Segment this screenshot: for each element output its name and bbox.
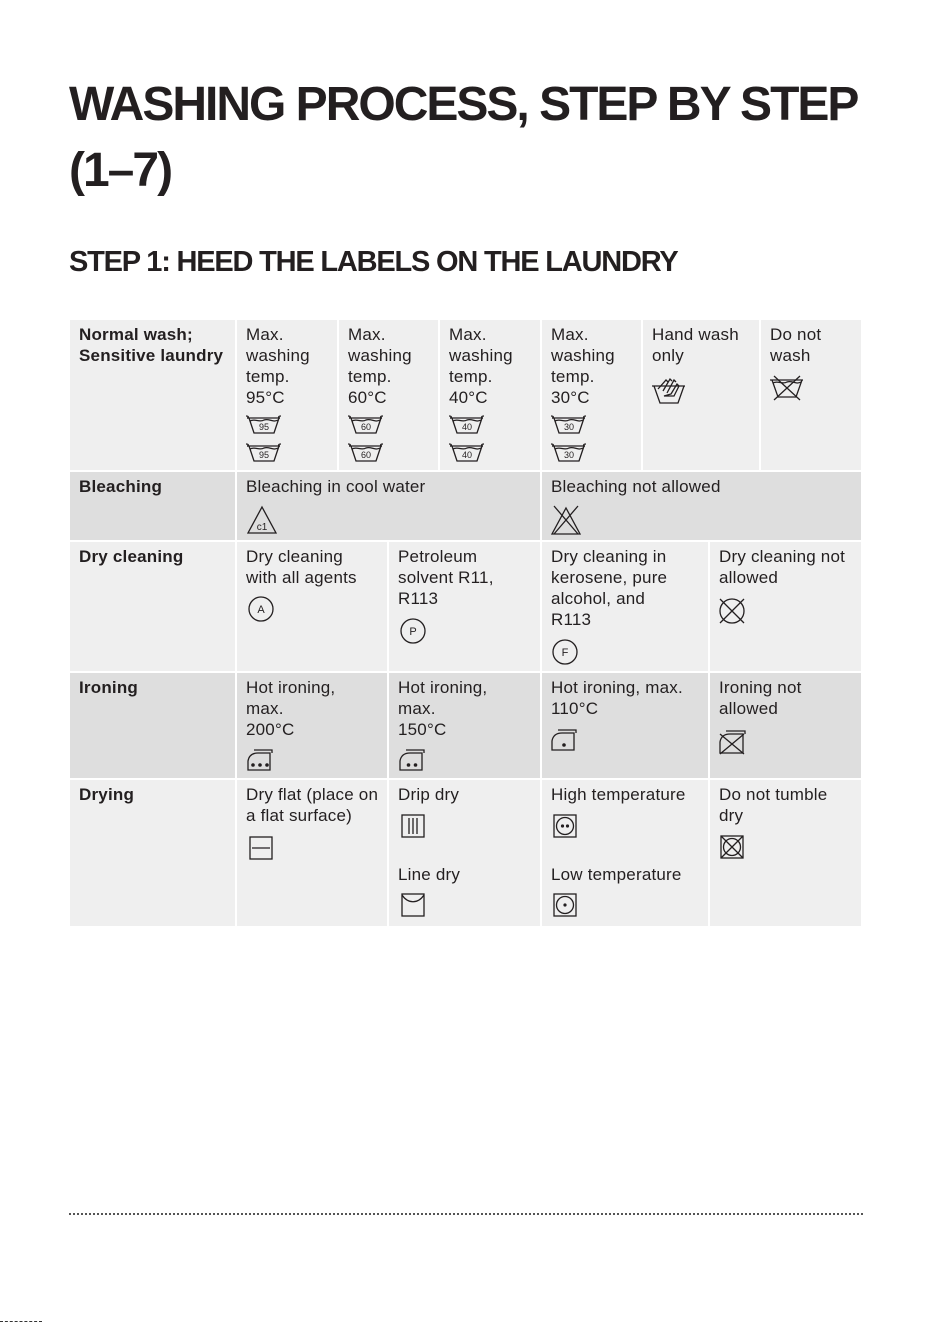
svg-text:30: 30 (563, 422, 575, 432)
bleach-cell-1-label: Bleaching in cool water (246, 477, 426, 496)
svg-text:40: 40 (461, 422, 473, 432)
row-header-ironing (70, 673, 235, 778)
wash-60-icon (347, 414, 385, 441)
wash-cell-2-label: Max. washing temp. 60°C (348, 325, 412, 407)
hand-wash-icon (650, 374, 688, 411)
dryclean-cell-1-label: Dry cleaning with all agents (246, 547, 357, 587)
wash-30-icon (550, 414, 588, 441)
line-dry-icon (400, 892, 426, 923)
wash-cell-1-label: Max. washing temp. 95°C (246, 325, 310, 407)
iron-cell-2-label: Hot ironing, max. 150°C (398, 678, 488, 739)
bleach-cell-2 (542, 472, 861, 540)
bleach-cell-2-label: Bleaching not allowed (551, 477, 721, 496)
row-header-bleaching (70, 472, 235, 540)
row-header-dry-cleaning-label: Dry cleaning (79, 547, 184, 566)
line-dry-label: Line dry (398, 865, 461, 884)
bleach-cell-1 (237, 472, 540, 540)
no-dry-clean-icon (717, 596, 747, 631)
wash-40-icon (448, 414, 486, 441)
row-header-ironing-label: Ironing (79, 678, 138, 697)
drip-dry-icon (400, 813, 426, 844)
svg-text:30: 30 (563, 450, 575, 460)
tumble-low-icon (552, 892, 578, 923)
svg-text:c1: c1 (256, 522, 268, 533)
no-iron-icon (717, 728, 747, 761)
wash-cell-4-label: Max. washing temp. 30°C (551, 325, 615, 407)
section-heading: STEP 1: HEED THE LABELS ON THE LAUNDRY (69, 246, 678, 278)
row-header-washing-label: Normal wash; Sensitive laundry (79, 325, 224, 365)
iron-cell-3-label: Hot ironing, max. 110°C (551, 678, 683, 718)
dry-cell-1-label: Dry flat (place on a flat surface) (246, 785, 379, 825)
svg-text:A: A (257, 604, 265, 616)
dry-clean-p-icon (399, 617, 427, 650)
dry-cell-3-label: High temperature (551, 785, 686, 804)
wash-60-icon (347, 442, 385, 469)
svg-text:95: 95 (258, 422, 270, 432)
row-header-drying (70, 780, 235, 926)
iron-cell-4-label: Ironing not allowed (719, 678, 802, 718)
wash-30-icon (550, 442, 588, 469)
low-temperature-label: Low temperature (551, 865, 682, 884)
crop-mark (0, 1321, 42, 1322)
svg-text:95: 95 (258, 450, 270, 460)
dry-clean-f-icon (551, 638, 579, 671)
dry-flat-icon (248, 835, 274, 866)
iron-cell-3 (542, 673, 708, 778)
svg-text:F: F (561, 647, 569, 659)
row-header-dry-cleaning (70, 542, 235, 671)
iron-cell-1-label: Hot ironing, max. 200°C (246, 678, 336, 739)
iron-2-dots-icon (398, 747, 426, 778)
dry-cell-4-label: Do not tumble dry (719, 785, 828, 825)
row-header-washing (70, 320, 235, 470)
bleach-c1-icon (246, 505, 278, 540)
svg-text:60: 60 (360, 422, 372, 432)
page-title: WASHING PROCESS, STEP BY STEP (1–7) (69, 78, 858, 197)
tumble-high-icon (552, 813, 578, 844)
row-header-drying-label: Drying (79, 785, 135, 804)
dry-cell-2-label: Drip dry (398, 785, 460, 804)
iron-3-dots-icon (246, 747, 274, 778)
dryclean-cell-2-label: Petroleum solvent R11, R113 (398, 547, 494, 608)
wash-95-icon (245, 442, 283, 469)
svg-text:P: P (409, 626, 417, 638)
wash-cell-5-label: Hand wash only (652, 325, 739, 365)
svg-text:40: 40 (461, 450, 473, 460)
wash-40-icon (448, 442, 486, 469)
svg-text:60: 60 (360, 450, 372, 460)
dryclean-cell-2 (389, 542, 540, 671)
do-not-wash-icon (768, 374, 806, 407)
wash-cell-6-label: Do not wash (770, 325, 822, 365)
row-header-bleaching-label: Bleaching (79, 477, 163, 496)
dry-clean-a-icon (247, 595, 275, 628)
footer-divider (69, 1213, 863, 1215)
no-bleach-icon (550, 504, 582, 541)
iron-1-dot-icon (550, 727, 578, 758)
wash-cell-3-label: Max. washing temp. 40°C (449, 325, 513, 407)
iron-cell-4 (710, 673, 861, 778)
no-tumble-icon (719, 834, 745, 865)
dryclean-cell-3-label: Dry cleaning in kerosene, pure alcohol, and R113 (551, 547, 668, 629)
dryclean-cell-4-label: Dry cleaning not allowed (719, 547, 846, 587)
wash-95-icon (245, 414, 283, 441)
